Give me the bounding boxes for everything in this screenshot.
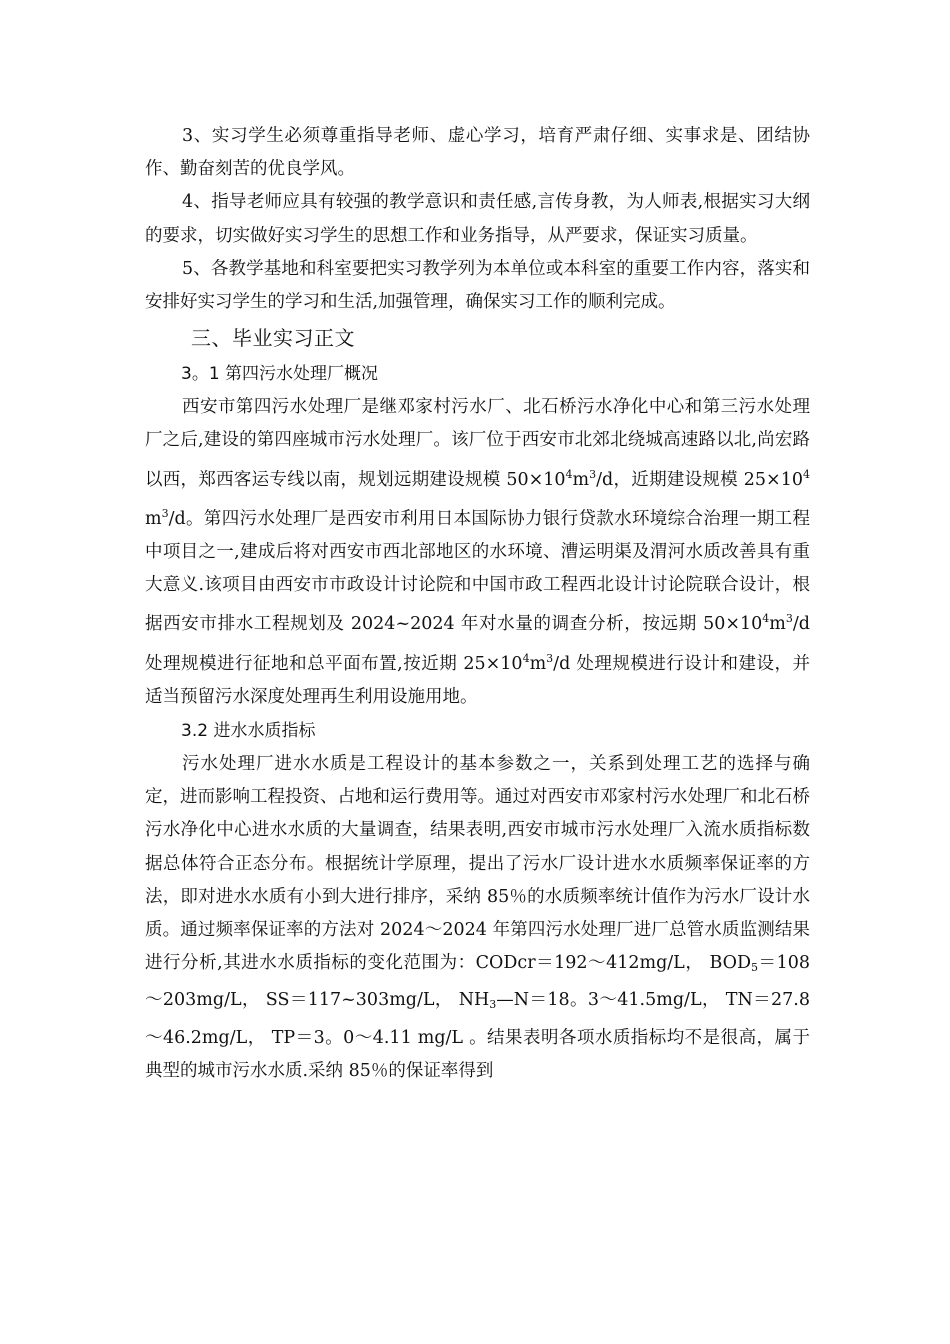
section-heading: 三、毕业实习正文 (191, 326, 355, 351)
text-run: m (572, 469, 590, 490)
subscript: 5 (751, 961, 759, 975)
plant-overview-paragraph (145, 391, 810, 714)
text-run: /d。第四污水处理厂是西安市利用日本国际协力银行贷款水环境综合治理一期工程中项目之一,建成后将对西安市西北部地区的水环境、漕运明渠及渭河水质改善具有重大意义.该项目由西安市市政设计讨论院和中国市政工程西北设计讨论院联合设计，根据西安市排水工程规划及 2024~2024 年对水量的调查分析，按远期 50×10 (145, 508, 810, 635)
subscript: 3 (489, 998, 497, 1012)
superscript: 3 (546, 651, 554, 665)
paragraph-item-3: 3、实习学生必须尊重指导老师、虚心学习，培育严肃仔细、实事求是、团结协作、勤奋刻苦的优良学风。 (145, 126, 810, 180)
text-run: m (145, 508, 162, 529)
superscript: 4 (522, 651, 530, 665)
subsection-heading-3-1: 3。1 第四污水处理厂概况 (181, 364, 379, 385)
text-run: m (769, 614, 786, 635)
text-run: /d，近期建设规模 25×10 (596, 469, 803, 490)
text-run: /d 处理规模进行设计和建设，并适当预留污水深度处理再生利用设施用地。 (145, 653, 810, 707)
superscript: 3 (161, 506, 169, 520)
subsection-heading-3-2: 3.2 进水水质指标 (181, 721, 316, 742)
text-run: 污水处理厂进水水质是工程设计的基本参数之一，关系到处理工艺的选择与确定，进而影响工程投资、占地和运行费用等。通过对西安市邓家村污水处理厂和北石桥污水净化中心进水水质的大量调查，结果表明,西安市城市污水处理厂入流水质指标数据总体符合正态分布。根据统计学原理，提出了污水厂设计进水水质频率保证率的方法，即对进水水质有小到大进行排序，采纳 85％的水质频率统计值作为污水厂设计水质。通过频率保证率的方法对 2024～2024 年第四污水处理厂进厂总管水质监测结果进行分析,其进水水质指标的变化范围为：CODcr＝192～412mg/L， BOD (145, 754, 810, 974)
water-quality-paragraph (145, 748, 810, 1088)
document-body (145, 120, 810, 1088)
text-run: /d 处理规模进行征地和总平面布置,按近期 25×10 (145, 614, 810, 674)
superscript: 4 (803, 467, 810, 481)
superscript: 3 (785, 612, 793, 626)
superscript: 4 (565, 467, 573, 481)
text-run: ＝108～203mg/L， SS＝117~303mg/L， NH (145, 953, 810, 1011)
text-run: —N＝18。3～41.5mg/L， TN＝27.8～46.2mg/L， TP＝3。0～4.11 mg/L 。结果表明各项水质指标均不是很高，属于典型的城市污水水质.采纳 85％的保证率得到 (145, 990, 810, 1081)
text-run: m (529, 653, 547, 674)
text-run: 西安市第四污水处理厂是继邓家村污水厂、北石桥污水净化中心和第三污水处理厂之后,建设的第四座城市污水处理厂。该厂位于西安市北郊北绕城高速路以北,尚宏路以西，郑西客运专线以南，规划远期建设规模 50×10 (145, 397, 810, 490)
paragraph-item-4: 4、指导老师应具有较强的教学意识和责任感,言传身教，为人师表,根据实习大纲的要求，切实做好实习学生的思想工作和业务指导，从严要求，保证实习质量。 (145, 192, 810, 246)
superscript: 4 (762, 612, 770, 626)
superscript: 3 (589, 467, 597, 481)
paragraph-item-5: 5、各教学基地和科室要把实习教学列为本单位或本科室的重要工作内容，落实和安排好实习学生的学习和生活,加强管理，确保实习工作的顺利完成。 (145, 258, 810, 313)
